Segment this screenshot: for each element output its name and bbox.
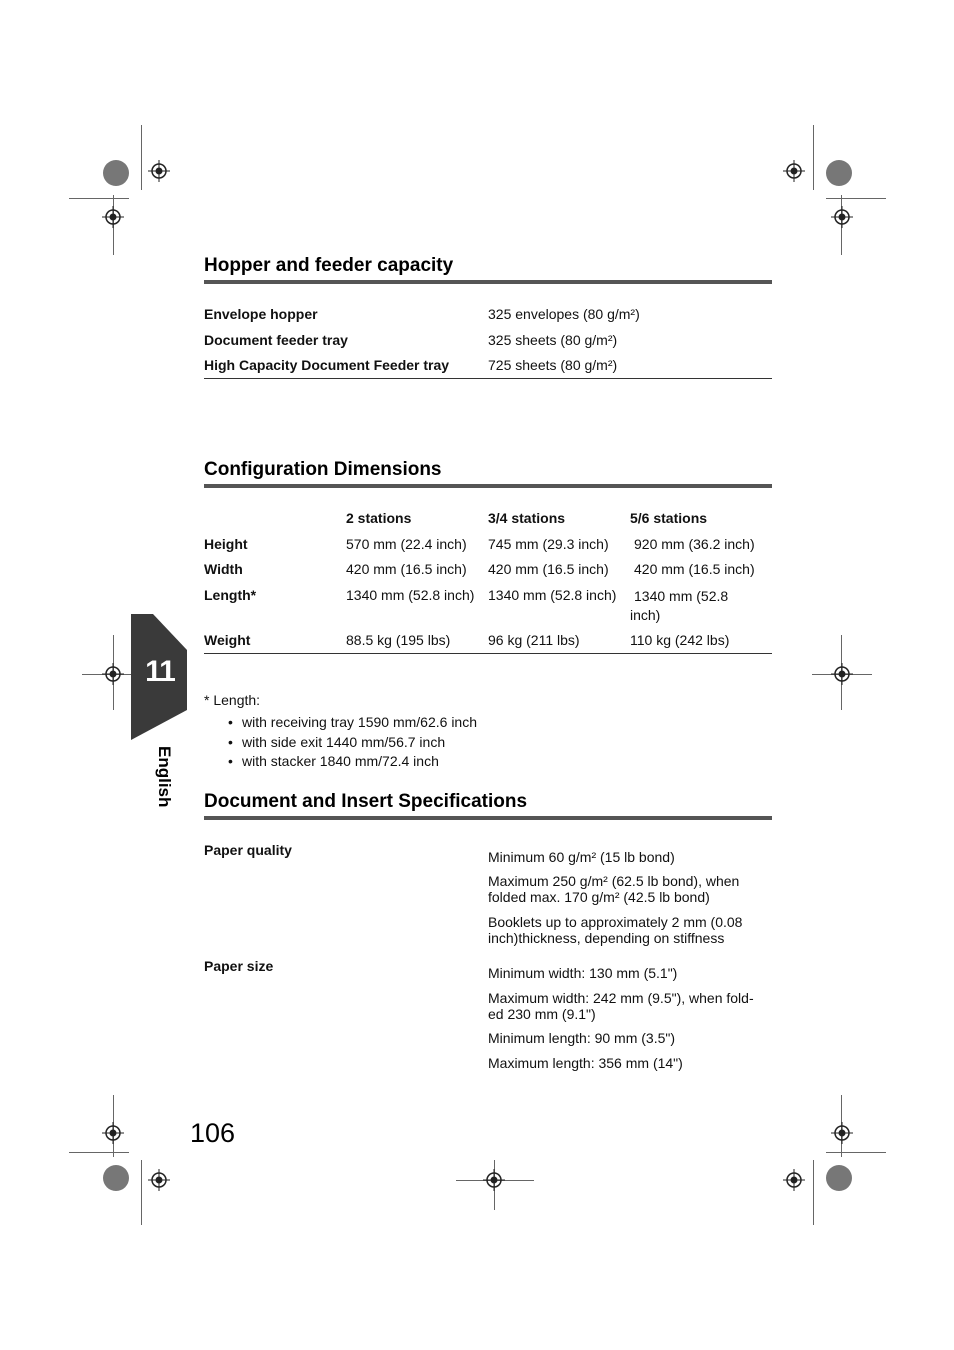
table-cell: 110 kg (242 lbs) bbox=[630, 632, 730, 648]
chapter-number: 11 bbox=[145, 655, 175, 688]
row-label: Weight bbox=[204, 632, 251, 648]
section-rule bbox=[204, 816, 772, 820]
crop-line bbox=[813, 125, 814, 190]
registration-target-icon bbox=[831, 1122, 853, 1144]
crop-line bbox=[826, 198, 886, 199]
registration-target-icon bbox=[831, 663, 853, 685]
table-cell: 88.5 kg (195 lbs) bbox=[346, 632, 451, 648]
table-cell: 96 kg (211 lbs) bbox=[488, 632, 580, 648]
registration-target-icon bbox=[831, 206, 853, 228]
table-cell: 745 mm (29.3 inch) bbox=[488, 536, 609, 552]
crop-line bbox=[813, 1160, 814, 1225]
spec-label: Paper quality bbox=[204, 842, 292, 858]
table-cell: 570 mm (22.4 inch) bbox=[346, 536, 467, 552]
row-label: Width bbox=[204, 561, 243, 577]
section-title-config: Configuration Dimensions bbox=[204, 459, 442, 480]
table-cell: 420 mm (16.5 inch) bbox=[346, 561, 467, 577]
section-rule bbox=[204, 484, 772, 488]
registration-dot-icon bbox=[826, 1165, 852, 1191]
table-cell: 420 mm (16.5 inch) bbox=[488, 561, 609, 577]
table-rule bbox=[204, 378, 772, 379]
spec-item: Booklets up to approximately 2 mm (0.08 inch)thickness, depending on stiffness bbox=[488, 914, 743, 946]
table-cell: 1340 mm (52.8 inch) bbox=[630, 588, 729, 623]
spec-item: Minimum 60 g/m² (15 lb bond) bbox=[488, 849, 675, 865]
crop-line bbox=[826, 1152, 886, 1153]
registration-target-icon bbox=[148, 1169, 170, 1191]
crop-line bbox=[141, 1160, 142, 1225]
table-cell: 1340 mm (52.8 inch) bbox=[346, 587, 475, 603]
registration-dot-icon bbox=[103, 160, 129, 186]
spec-item: Minimum width: 130 mm (5.1") bbox=[488, 965, 678, 981]
crop-line bbox=[69, 198, 129, 199]
section-title-specs: Document and Insert Specifications bbox=[204, 791, 528, 812]
registration-target-icon bbox=[102, 663, 124, 685]
hopper-label: High Capacity Document Feeder tray bbox=[204, 357, 450, 373]
footnote-item: • with side exit 1440 mm/56.7 inch bbox=[242, 734, 445, 750]
page-number: 106 bbox=[190, 1118, 236, 1148]
spec-item: Minimum length: 90 mm (3.5") bbox=[488, 1030, 676, 1046]
column-header: 2 stations bbox=[346, 510, 412, 526]
footnote: * Length: bbox=[204, 692, 261, 708]
hopper-value: 325 envelopes (80 g/m²) bbox=[488, 306, 640, 322]
language-label: English bbox=[155, 746, 174, 808]
registration-target-icon bbox=[102, 206, 124, 228]
footnote-item: • with stacker 1840 mm/72.4 inch bbox=[242, 753, 439, 769]
registration-target-icon bbox=[102, 1122, 124, 1144]
registration-target-icon bbox=[783, 1169, 805, 1191]
registration-target-icon bbox=[783, 160, 805, 182]
column-header: 5/6 stations bbox=[630, 510, 708, 526]
section-title-hopper: Hopper and feeder capacity bbox=[204, 255, 454, 276]
table-cell: 420 mm (16.5 inch) bbox=[634, 561, 755, 577]
section-rule bbox=[204, 280, 772, 284]
table-rule bbox=[204, 653, 772, 654]
registration-target-icon bbox=[148, 160, 170, 182]
row-label: Length* bbox=[204, 587, 257, 603]
registration-dot-icon bbox=[103, 1165, 129, 1191]
registration-target-icon bbox=[483, 1169, 505, 1191]
table-cell: 920 mm (36.2 inch) bbox=[634, 536, 755, 552]
hopper-label: Envelope hopper bbox=[204, 306, 318, 322]
spec-item: Maximum 250 g/m² (62.5 lb bond), when folded max. 170 g/m² (42.5 lb bond) bbox=[488, 873, 740, 905]
spec-item: Maximum width: 242 mm (9.5"), when fold-ed 230 mm (9.1") bbox=[488, 990, 754, 1022]
spec-label: Paper size bbox=[204, 958, 274, 974]
hopper-label: Document feeder tray bbox=[204, 332, 348, 348]
table-cell: 1340 mm (52.8 inch) bbox=[488, 587, 617, 603]
crop-line bbox=[141, 125, 142, 190]
footnote-item: • with receiving tray 1590 mm/62.6 inch bbox=[242, 714, 477, 730]
row-label: Height bbox=[204, 536, 248, 552]
hopper-value: 325 sheets (80 g/m²) bbox=[488, 332, 618, 348]
hopper-value: 725 sheets (80 g/m²) bbox=[488, 357, 618, 373]
column-header: 3/4 stations bbox=[488, 510, 566, 526]
spec-item: Maximum length: 356 mm (14") bbox=[488, 1055, 683, 1071]
crop-line bbox=[69, 1152, 129, 1153]
registration-dot-icon bbox=[826, 160, 852, 186]
